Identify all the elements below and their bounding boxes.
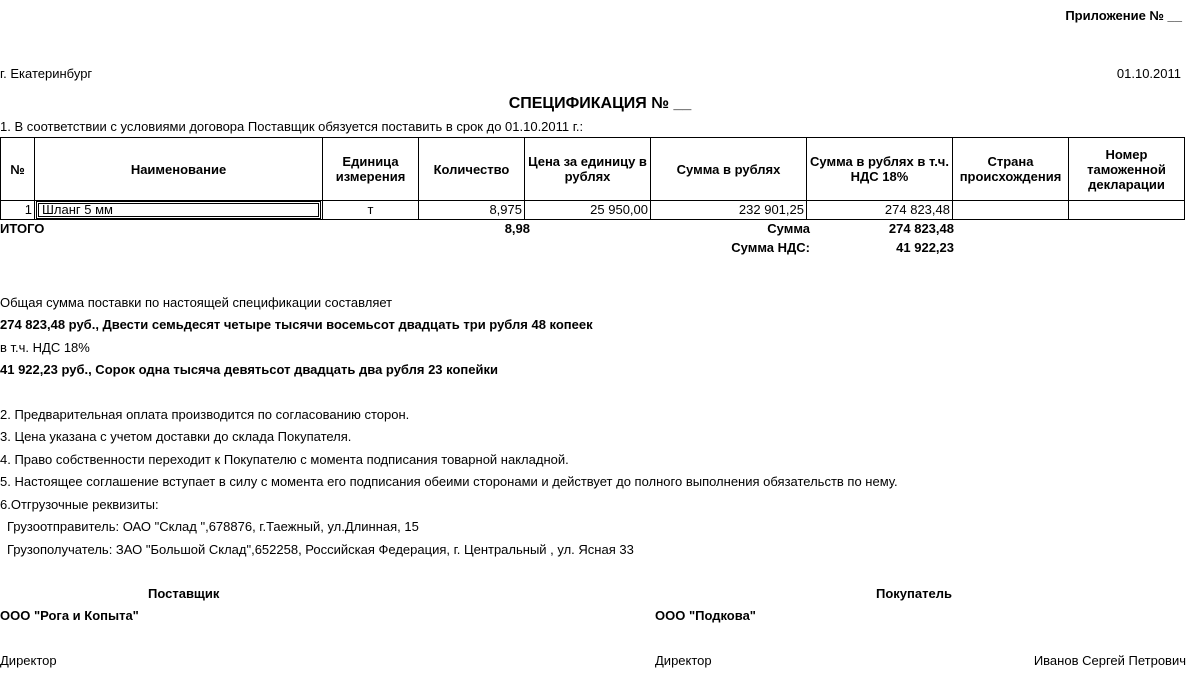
col-header-sum-vat: Сумма в рублях в т.ч. НДС 18% <box>807 138 953 201</box>
summary-vat-in-words: 41 922,23 руб., Сорок одна тысяча девятьсот двадцать два рубля 23 копейки <box>0 362 498 377</box>
clause-5: 5. Настоящее соглашение вступает в силу с момента его подписания обеими сторонами и действует до полного выполнения обязательств по нему. <box>0 474 898 489</box>
buyer-heading: Покупатель <box>876 586 952 601</box>
specification-table <box>0 137 1185 220</box>
buyer-name: ООО "Подкова" <box>655 608 756 623</box>
row-price: 25 950,00 <box>525 201 651 220</box>
clause-2: 2. Предварительная оплата производится по согласованию сторон. <box>0 407 410 422</box>
clause-6: 6.Отгрузочные реквизиты: <box>0 497 159 512</box>
col-header-declaration: Номер таможенной декларации <box>1069 138 1185 201</box>
row-sum-vat: 274 823,48 <box>807 201 953 220</box>
totals-sum-label: Сумма <box>767 221 810 236</box>
supplier-heading: Поставщик <box>148 586 220 601</box>
totals-vat-label: Сумма НДС: <box>731 240 810 255</box>
row-unit: т <box>323 201 419 220</box>
col-header-country: Страна происхождения <box>953 138 1069 201</box>
selected-cell-name[interactable]: Шланг 5 мм <box>36 201 321 219</box>
row-quantity: 8,975 <box>419 201 525 220</box>
row-declaration <box>1069 201 1185 220</box>
page-title: СПЕЦИФИКАЦИЯ № __ <box>508 95 692 112</box>
table-header-row <box>1 138 1185 201</box>
totals-quantity: 8,98 <box>504 221 530 236</box>
intro-text: 1. В соответствии с условиями договора Поставщик обязуется поставить в срок до 01.10.2011 г.: <box>0 119 584 134</box>
appendix-label: Приложение № __ <box>1065 8 1182 23</box>
col-header-sum: Сумма в рублях <box>651 138 807 201</box>
supplier-position: Директор <box>0 653 57 668</box>
col-header-unit: Единица измерения <box>323 138 419 201</box>
city: г. Екатеринбург <box>0 66 93 81</box>
summary-vat-label: в т.ч. НДС 18% <box>0 340 90 355</box>
summary-total-in-words: 274 823,48 руб., Двести семьдесят четыре тысячи восемьсот двадцать три рубля 48 копеек <box>0 317 593 332</box>
shipper-details: Грузоотправитель: ОАО "Склад ",678876, г.Таежный, ул.Длинная, 15 <box>7 519 419 534</box>
clause-3: 3. Цена указана с учетом доставки до склада Покупателя. <box>0 429 352 444</box>
table-row <box>1 201 1185 220</box>
col-header-quantity: Количество <box>419 138 525 201</box>
clause-4: 4. Право собственности переходит к Покупателю с момента подписания товарной накладной. <box>0 452 569 467</box>
col-header-name: Наименование <box>35 138 323 201</box>
buyer-position: Директор <box>655 653 712 668</box>
consignee-details: Грузополучатель: ЗАО "Большой Склад",652258, Российская Федерация, г. Центральный , ул. Ясная 33 <box>7 542 634 557</box>
row-country <box>953 201 1069 220</box>
row-number: 1 <box>1 201 35 220</box>
col-header-number: № <box>1 138 35 201</box>
buyer-person: Иванов Сергей Петрович <box>1033 653 1186 668</box>
summary-line-1: Общая сумма поставки по настоящей спецификации составляет <box>0 295 393 310</box>
row-sum: 232 901,25 <box>651 201 807 220</box>
document-date: 01.10.2011 <box>1116 66 1181 81</box>
supplier-name: ООО "Рога и Копыта" <box>0 608 139 623</box>
totals-vat-value: 41 922,23 <box>896 240 954 255</box>
totals-label: ИТОГО <box>0 221 45 236</box>
col-header-price: Цена за единицу в рублях <box>525 138 651 201</box>
row-name-cell[interactable] <box>35 201 323 220</box>
totals-sum-value: 274 823,48 <box>888 221 954 236</box>
